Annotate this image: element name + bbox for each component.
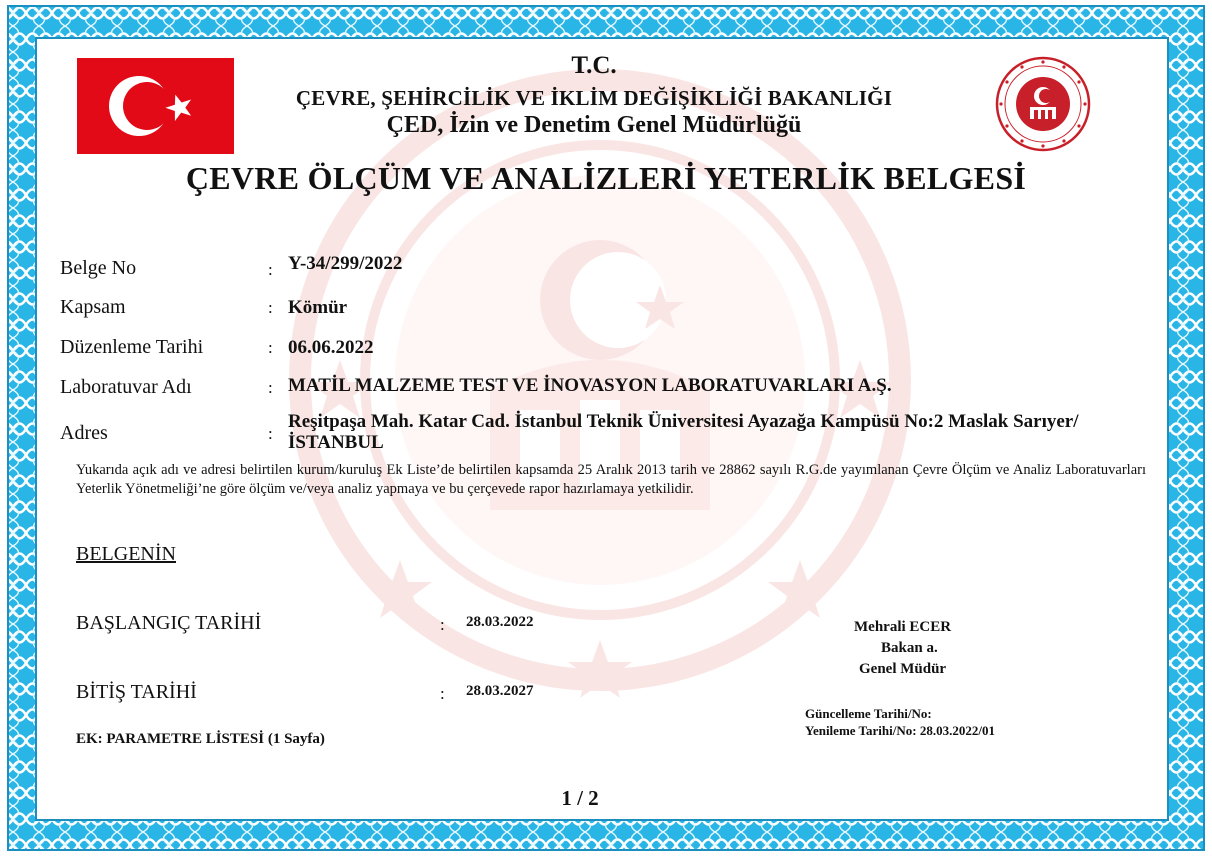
field-value-belge-no: Y-34/299/2022	[288, 253, 403, 274]
field-label-duzenleme-tarihi: Düzenleme Tarihi	[60, 336, 204, 358]
start-date-colon: :	[440, 615, 445, 634]
field-colon: :	[268, 378, 273, 397]
authorization-paragraph: Yukarıda açık adı ve adresi belirtilen kurum/kuruluş Ek Liste’de belirtilen kapsamda 25 Aralık 2013 tarih ve 28862 sayılı R.G.de yayımlanan Çevre Ölçüm ve Analiz Laboratuvarları Yeterlik Yönetmeliği’ne göre ölçüm ve/veya analiz yapmaya ve bu çerçevede rapor hazırlamaya yetkilidir.	[76, 462, 1146, 497]
end-date-colon: :	[440, 684, 445, 703]
update-date-info: Güncelleme Tarihi/No:	[805, 706, 932, 721]
directorate-name: ÇED, İzin ve Denetim Genel Müdürlüğü	[386, 112, 802, 138]
field-value-kapsam: Kömür	[288, 297, 348, 318]
field-value-laboratuvar-adi: MATİL MALZEME TEST VE İNOVASYON LABORATUVARLARI A.Ş.	[288, 375, 892, 396]
field-label-adres: Adres	[60, 422, 108, 444]
page-number: 1 / 2	[561, 786, 599, 810]
header-tc: T.C.	[571, 52, 617, 79]
field-colon: :	[268, 338, 273, 357]
field-colon: :	[268, 298, 273, 317]
certificate-title: ÇEVRE ÖLÇÜM VE ANALİZLERİ YETERLİK BELGESİ	[185, 160, 1027, 196]
field-value-adres: Reşitpaşa Mah. Katar Cad. İstanbul Teknik Üniversitesi Ayazağa Kampüsü No:2 Maslak Sarıyer/İSTANBUL	[288, 411, 1079, 453]
signatory-name: Mehrali ECER	[854, 619, 952, 635]
field-label-kapsam: Kapsam	[60, 296, 126, 318]
start-date-value: 28.03.2022	[466, 614, 534, 630]
field-label-belge-no: Belge No	[60, 257, 137, 279]
validity-heading: BELGENİN	[76, 543, 176, 565]
field-colon: :	[268, 424, 273, 443]
end-date-value: 28.03.2027	[466, 683, 534, 699]
start-date-label: BAŞLANGIÇ TARİHİ	[76, 612, 262, 634]
field-colon: :	[268, 260, 273, 279]
signatory-title-2: Genel Müdür	[859, 661, 947, 677]
ministry-name: ÇEVRE, ŞEHİRCİLİK VE İKLİM DEĞİŞİKLİĞİ BAKANLIĞI	[295, 86, 893, 110]
signatory-title-1: Bakan a.	[881, 640, 938, 656]
field-value-duzenleme-tarihi: 06.06.2022	[288, 337, 374, 358]
annex-note: EK: PARAMETRE LİSTESİ (1 Sayfa)	[76, 731, 325, 747]
renewal-date-info: Yenileme Tarihi/No: 28.03.2022/01	[805, 723, 995, 738]
end-date-label: BİTİŞ TARİHİ	[76, 681, 197, 703]
field-label-laboratuvar-adi: Laboratuvar Adı	[60, 376, 192, 398]
